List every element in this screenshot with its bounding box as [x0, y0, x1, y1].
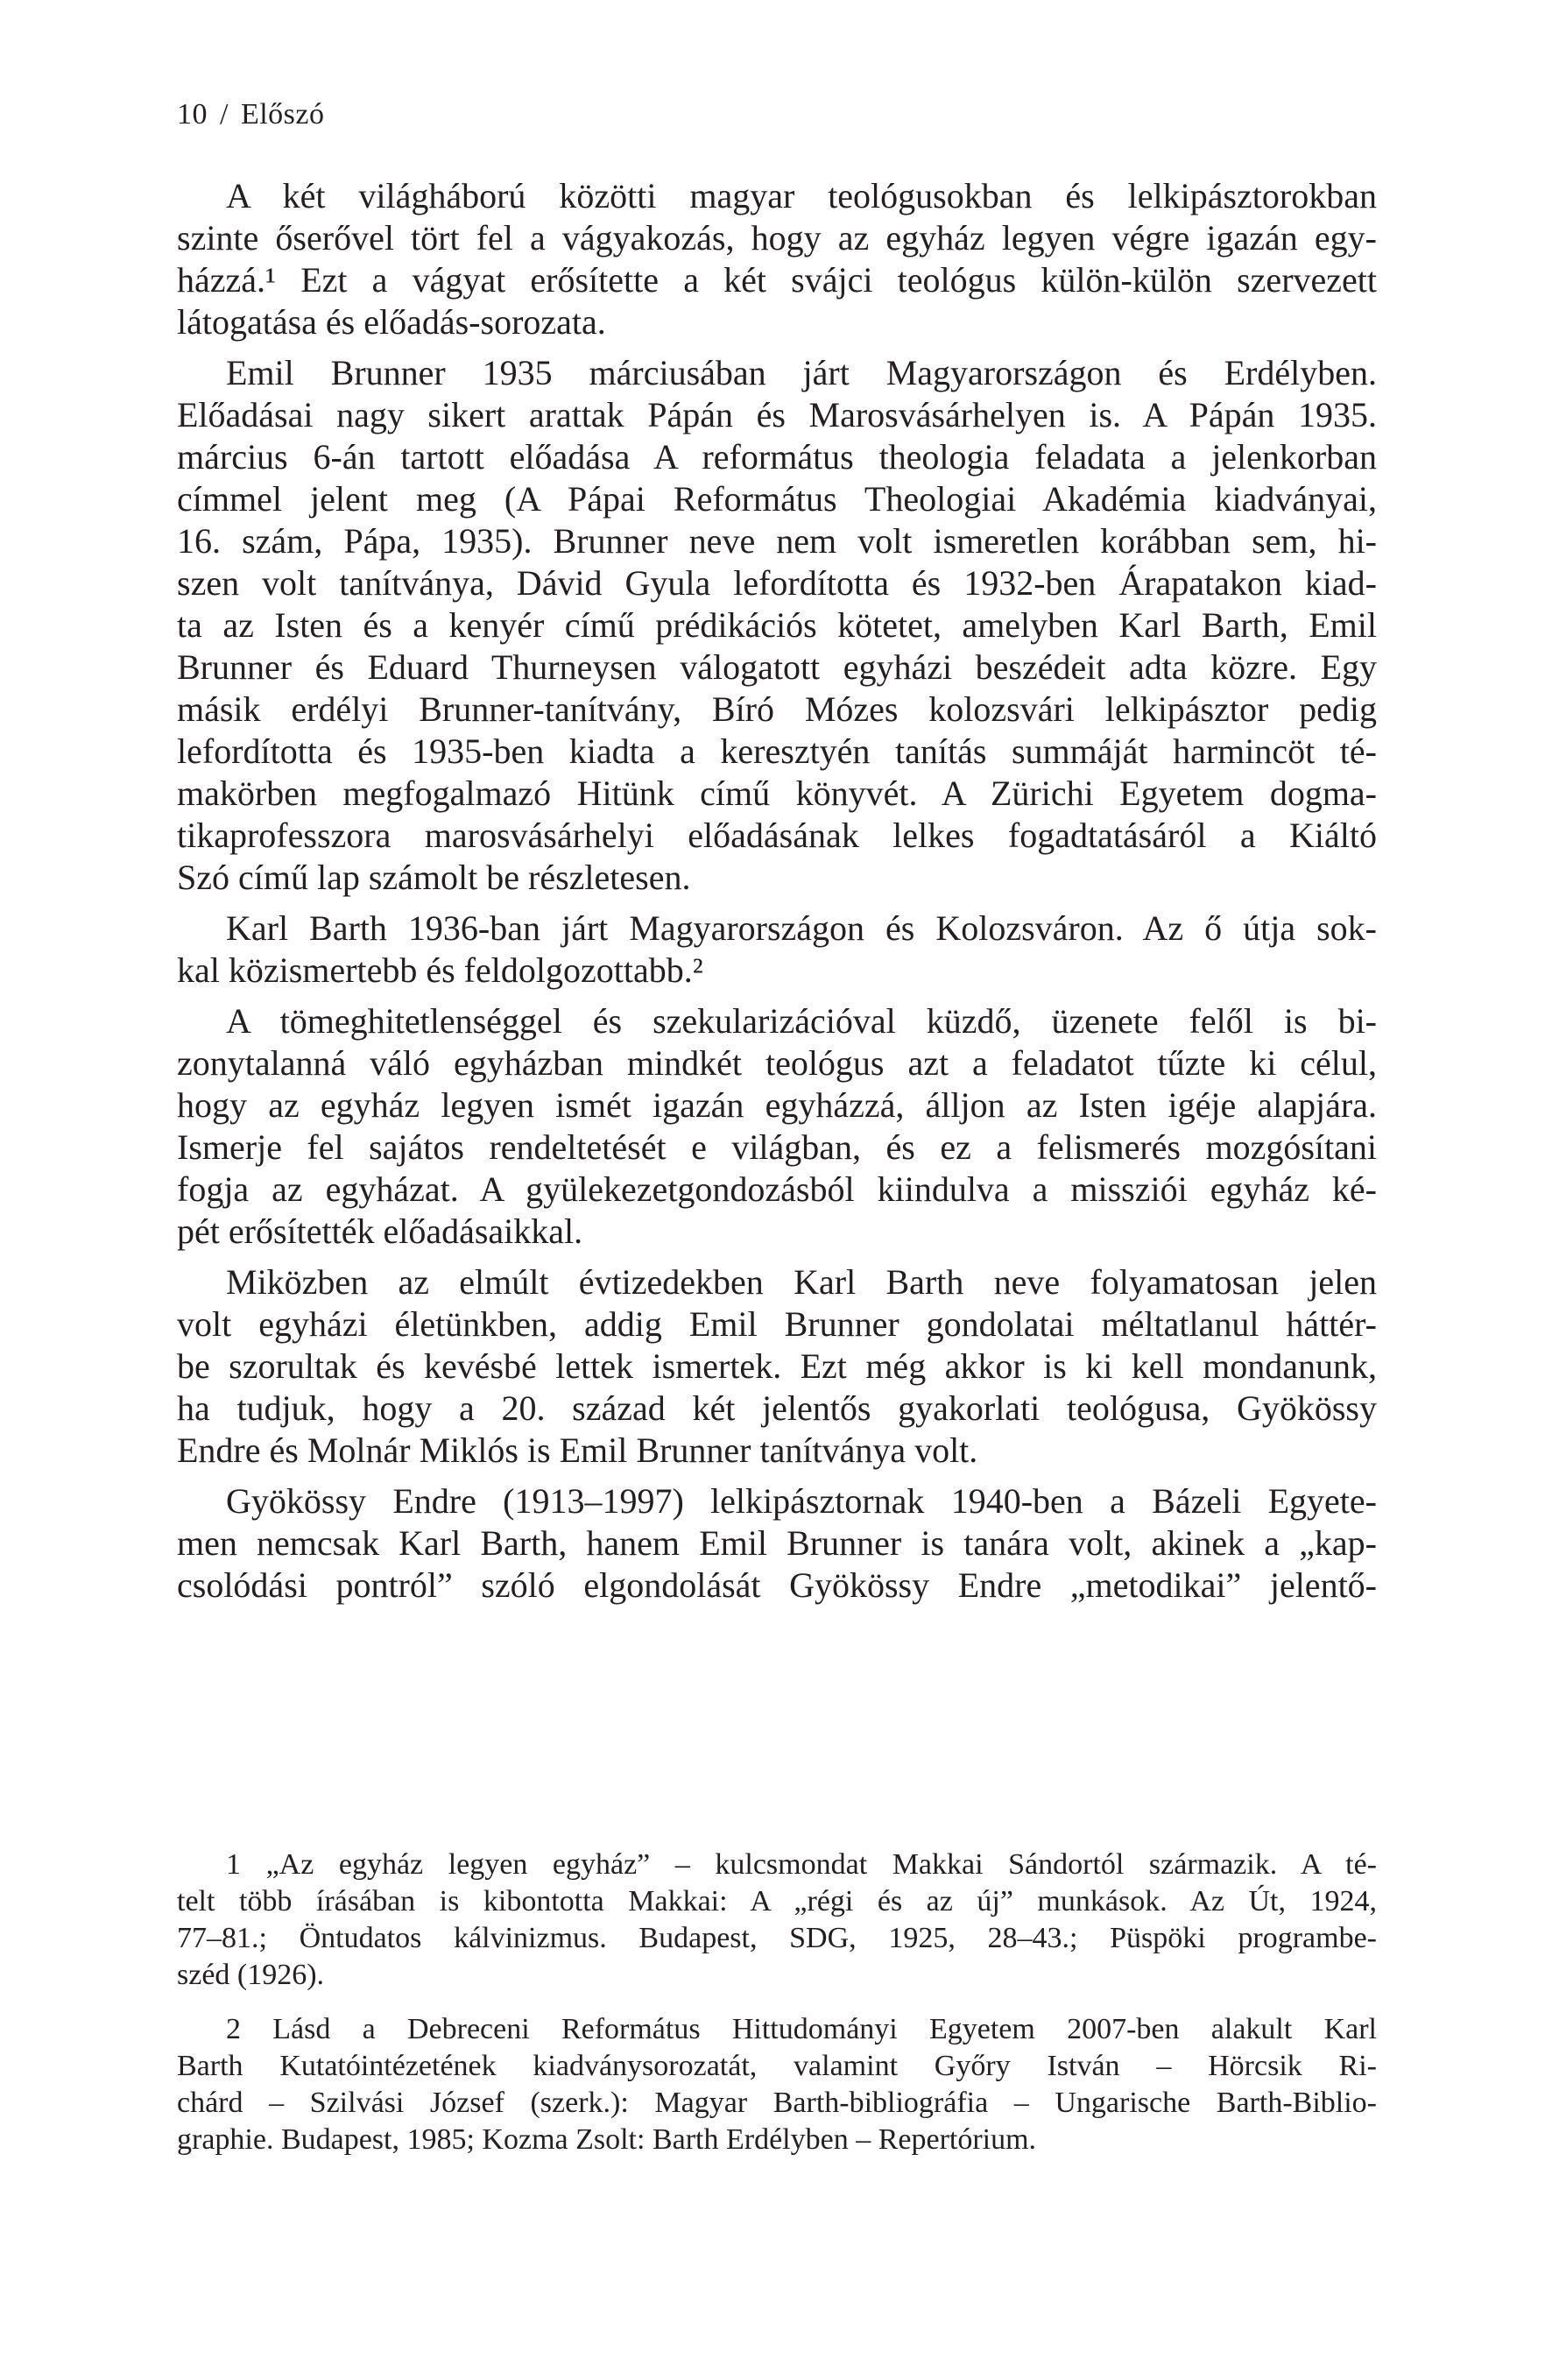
- paragraph-line: Karl Barth 1936-ban járt Magyarországon és Kolozsváron. Az ő útja sok-: [226, 908, 1377, 948]
- paragraph-line: csolódási pontról” szóló elgondolását Gyökössy Endre „metodikai” jelentő-: [177, 1565, 1377, 1605]
- paragraph-line: A tömeghitetlenséggel és szekularizációval küzdő, üzenete felől is bi-: [226, 1001, 1377, 1041]
- paragraph-line: Brunner és Eduard Thurneysen válogatott egyházi beszédeit adta közre. Egy: [177, 647, 1377, 687]
- paragraph-line: pét erősítették előadásaikkal.: [177, 1211, 583, 1251]
- paragraph-line: másik erdélyi Brunner-tanítvány, Bíró Mózes kolozsvári lelkipásztor pedig: [177, 689, 1377, 729]
- paragraph-line: 16. szám, Pápa, 1935). Brunner neve nem volt ismeretlen korábban sem, hi-: [177, 521, 1377, 561]
- paragraph-line: A két világháború közötti magyar teológusokban és lelkipásztorokban: [226, 176, 1377, 215]
- paragraph-line: Emil Brunner 1935 márciusában járt Magyarországon és Erdélyben.: [226, 353, 1377, 392]
- footnote-line: 77–81.; Öntudatos kálvinizmus. Budapest, SDG, 1925, 28–43.; Püspöki programbe-: [177, 1922, 1377, 1954]
- paragraph-line: március 6-án tartott előadása A református theologia feladata a jelenkorban: [177, 437, 1377, 477]
- footnote-line: 1 „Az egyház legyen egyház” – kulcsmondat Makkai Sándortól származik. A té-: [226, 1848, 1377, 1881]
- page-number: 10: [177, 98, 208, 131]
- paragraph-line: Előadásai nagy sikert arattak Pápán és Marosvásárhelyen is. A Pápán 1935.: [177, 395, 1377, 434]
- header-separator: /: [220, 98, 229, 131]
- paragraph-line: házzá.¹ Ezt a vágyat erősítette a két svájci teológus külön-külön szervezett: [177, 260, 1377, 300]
- paragraph-line: hogy az egyház legyen ismét igazán egyházzá, álljon az Isten igéje alapjára.: [177, 1085, 1377, 1125]
- footnote-line: 2 Lásd a Debreceni Református Hittudományi Egyetem 2007-ben alakult Karl: [226, 2013, 1377, 2045]
- footnote-line: graphie. Budapest, 1985; Kozma Zsolt: Barth Erdélyben – Repertórium.: [177, 2123, 1037, 2156]
- footnote-line: telt több írásában is kibontotta Makkai: A „régi és az új” munkások. Az Út, 1924,: [177, 1885, 1377, 1917]
- paragraph-line: makörben megfogalmazó Hitünk című könyvét. A Zürichi Egyetem dogma-: [177, 773, 1377, 813]
- paragraph-line: men nemcsak Karl Barth, hanem Emil Brunner is tanára volt, akinek a „kap-: [177, 1523, 1377, 1563]
- paragraph-line: lefordította és 1935-ben kiadta a keresztyén tanítás summáját harmincöt té-: [177, 731, 1377, 771]
- paragraph-line: volt egyházi életünkben, addig Emil Brunner gondolatai méltatlanul háttér-: [177, 1304, 1377, 1344]
- running-head: [177, 98, 325, 131]
- paragraph-line: szen volt tanítványa, Dávid Gyula lefordította és 1932-ben Árapatakon kiad-: [177, 563, 1377, 603]
- paragraph-line: látogatása és előadás-sorozata.: [177, 302, 606, 342]
- paragraph-line: tikaprofesszora marosvásárhelyi előadásának lelkes fogadtatásáról a Kiáltó: [177, 816, 1377, 855]
- paragraph-line: Miközben az elmúlt évtizedekben Karl Barth neve folyamatosan jelen: [226, 1262, 1377, 1302]
- footnote-line: széd (1926).: [177, 1959, 325, 1991]
- paragraph-line: szinte őserővel tört fel a vágyakozás, hogy az egyház legyen végre igazán egy-: [177, 218, 1377, 258]
- paragraph-line: ta az Isten és a kenyér című prédikációs kötetet, amelyben Karl Barth, Emil: [177, 605, 1377, 645]
- footnotes: [177, 1847, 1377, 2158]
- paragraph-line: be szorultak és kevésbé lettek ismertek. Ezt még akkor is ki kell mondanunk,: [177, 1346, 1377, 1386]
- paragraph-line: címmel jelent meg (A Pápai Református Theologiai Akadémia kiadványai,: [177, 479, 1377, 519]
- paragraph-line: Ismerje fel sajátos rendeltetését e világban, és ez a felismerés mozgósítani: [177, 1127, 1377, 1167]
- paragraph-line: Szó című lap számolt be részletesen.: [177, 858, 691, 897]
- footnote-line: Barth Kutatóintézetének kiadványsorozatát, valamint Győry István – Hörcsik Ri-: [177, 2050, 1377, 2082]
- paragraph-line: ha tudjuk, hogy a 20. század két jelentős gyakorlati teológusa, Gyökössy: [177, 1388, 1377, 1428]
- section-title: Előszó: [240, 98, 325, 131]
- paragraph-line: kal közismertebb és feldolgozottabb.²: [177, 950, 703, 990]
- paragraph-line: Gyökössy Endre (1913–1997) lelkipásztornak 1940-ben a Bázeli Egyete-: [226, 1481, 1377, 1521]
- footnote-line: chárd – Szilvási József (szerk.): Magyar Barth-bibliográfia – Ungarische Barth-Biblio-: [177, 2087, 1377, 2119]
- paragraph-line: fogja az egyházat. A gyülekezetgondozásból kiindulva a missziói egyház ké-: [177, 1169, 1377, 1209]
- paragraph-line: Endre és Molnár Miklós is Emil Brunner tanítványa volt.: [177, 1430, 978, 1470]
- paragraph-line: zonytalanná váló egyházban mindkét teológus azt a feladatot tűzte ki célul,: [177, 1043, 1377, 1083]
- body-text: [177, 175, 1377, 1607]
